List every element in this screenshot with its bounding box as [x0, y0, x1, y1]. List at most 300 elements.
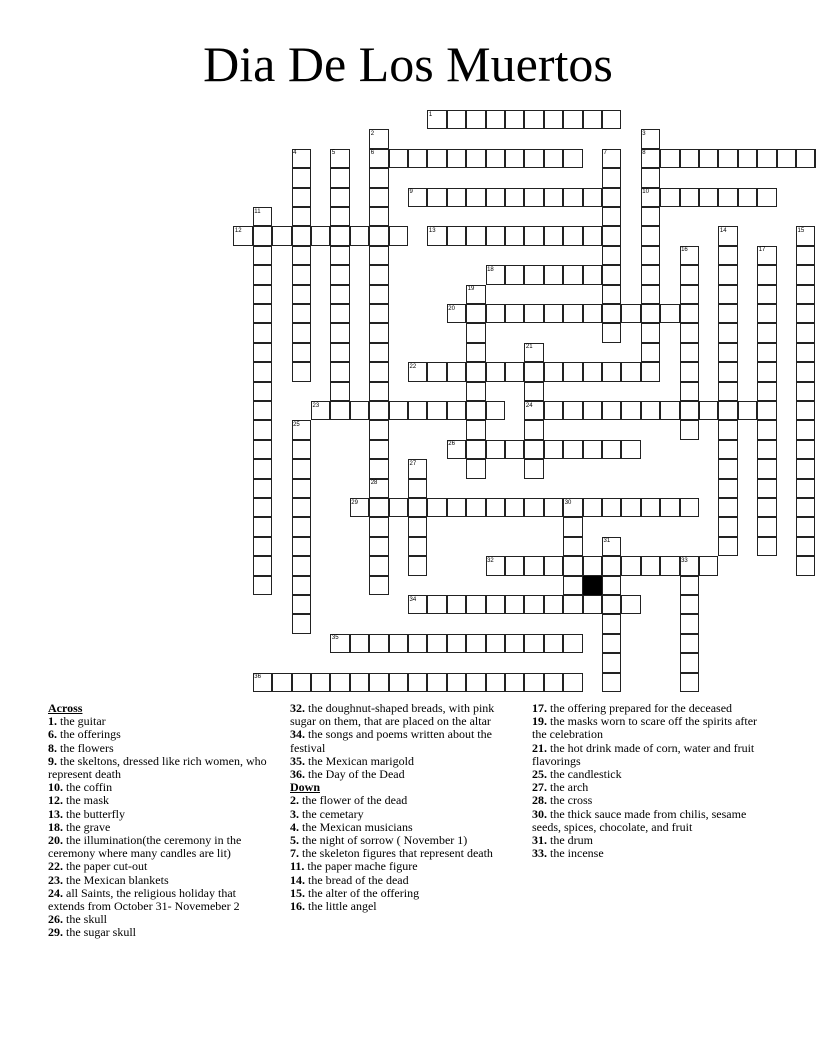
grid-cell[interactable]: [369, 226, 388, 245]
grid-cell[interactable]: [641, 556, 660, 575]
grid-cell[interactable]: [660, 188, 679, 207]
grid-cell[interactable]: [253, 207, 272, 226]
grid-cell[interactable]: [602, 595, 621, 614]
grid-cell[interactable]: [292, 362, 311, 381]
grid-cell[interactable]: [292, 323, 311, 342]
grid-cell[interactable]: [486, 401, 505, 420]
grid-cell[interactable]: [330, 343, 349, 362]
grid-cell[interactable]: [718, 343, 737, 362]
grid-cell[interactable]: [602, 207, 621, 226]
grid-cell[interactable]: [505, 440, 524, 459]
grid-cell[interactable]: [466, 110, 485, 129]
grid-cell[interactable]: [583, 401, 602, 420]
grid-cell[interactable]: [680, 323, 699, 342]
grid-cell[interactable]: [253, 323, 272, 342]
grid-cell[interactable]: [505, 556, 524, 575]
grid-cell[interactable]: [486, 265, 505, 284]
grid-cell[interactable]: [350, 673, 369, 692]
grid-cell[interactable]: [292, 226, 311, 245]
grid-cell[interactable]: [602, 537, 621, 556]
grid-cell[interactable]: [505, 188, 524, 207]
grid-cell[interactable]: [757, 498, 776, 517]
grid-cell[interactable]: [602, 576, 621, 595]
grid-cell[interactable]: [757, 382, 776, 401]
grid-cell[interactable]: [544, 265, 563, 284]
grid-cell[interactable]: [641, 207, 660, 226]
grid-cell[interactable]: [505, 634, 524, 653]
grid-cell[interactable]: [447, 362, 466, 381]
grid-cell[interactable]: [292, 304, 311, 323]
grid-cell[interactable]: [466, 634, 485, 653]
grid-cell[interactable]: [253, 673, 272, 692]
grid-cell[interactable]: [796, 537, 815, 556]
grid-cell[interactable]: [253, 556, 272, 575]
grid-cell[interactable]: [505, 362, 524, 381]
grid-cell[interactable]: [505, 595, 524, 614]
grid-cell[interactable]: [796, 517, 815, 536]
grid-cell[interactable]: [350, 401, 369, 420]
grid-cell[interactable]: [641, 323, 660, 342]
grid-cell[interactable]: [641, 149, 660, 168]
grid-cell[interactable]: [641, 401, 660, 420]
grid-cell[interactable]: [408, 188, 427, 207]
grid-cell[interactable]: [544, 498, 563, 517]
grid-cell[interactable]: [641, 343, 660, 362]
grid-cell[interactable]: [524, 188, 543, 207]
grid-cell[interactable]: [583, 556, 602, 575]
grid-cell[interactable]: [796, 343, 815, 362]
grid-cell[interactable]: [369, 285, 388, 304]
grid-cell[interactable]: [602, 226, 621, 245]
grid-cell[interactable]: [292, 614, 311, 633]
grid-cell[interactable]: [583, 110, 602, 129]
grid-cell[interactable]: [427, 110, 446, 129]
grid-cell[interactable]: [524, 595, 543, 614]
grid-cell[interactable]: [466, 149, 485, 168]
grid-cell[interactable]: [718, 323, 737, 342]
grid-cell[interactable]: [447, 498, 466, 517]
grid-cell[interactable]: [757, 440, 776, 459]
grid-cell[interactable]: [524, 362, 543, 381]
grid-cell[interactable]: [524, 265, 543, 284]
grid-cell[interactable]: [563, 226, 582, 245]
grid-cell[interactable]: [796, 285, 815, 304]
grid-cell[interactable]: [253, 498, 272, 517]
grid-cell[interactable]: [486, 362, 505, 381]
grid-cell[interactable]: [621, 556, 640, 575]
grid-cell[interactable]: [680, 149, 699, 168]
grid-cell[interactable]: [680, 362, 699, 381]
grid-cell[interactable]: [447, 440, 466, 459]
grid-cell[interactable]: [680, 614, 699, 633]
grid-cell[interactable]: [272, 673, 291, 692]
grid-cell[interactable]: [369, 576, 388, 595]
grid-cell[interactable]: [330, 401, 349, 420]
grid-cell[interactable]: [718, 420, 737, 439]
grid-cell[interactable]: [369, 265, 388, 284]
grid-cell[interactable]: [369, 673, 388, 692]
grid-cell[interactable]: [796, 304, 815, 323]
grid-cell[interactable]: [233, 226, 252, 245]
grid-cell[interactable]: [757, 537, 776, 556]
grid-cell[interactable]: [330, 188, 349, 207]
grid-cell[interactable]: [718, 265, 737, 284]
grid-cell[interactable]: [292, 265, 311, 284]
grid-cell[interactable]: [602, 304, 621, 323]
grid-cell[interactable]: [641, 129, 660, 148]
grid-cell[interactable]: [408, 401, 427, 420]
grid-cell[interactable]: [621, 498, 640, 517]
grid-cell[interactable]: [563, 498, 582, 517]
grid-cell[interactable]: [757, 362, 776, 381]
grid-cell[interactable]: [408, 634, 427, 653]
grid-cell[interactable]: [447, 304, 466, 323]
grid-cell[interactable]: [486, 634, 505, 653]
grid-cell[interactable]: [292, 537, 311, 556]
grid-cell[interactable]: [757, 323, 776, 342]
grid-cell[interactable]: [311, 226, 330, 245]
grid-cell[interactable]: [621, 401, 640, 420]
grid-cell[interactable]: [796, 246, 815, 265]
grid-cell[interactable]: [427, 595, 446, 614]
grid-cell[interactable]: [466, 226, 485, 245]
grid-cell[interactable]: [466, 382, 485, 401]
grid-cell[interactable]: [369, 459, 388, 478]
grid-cell[interactable]: [544, 401, 563, 420]
grid-cell[interactable]: [369, 556, 388, 575]
grid-cell[interactable]: [330, 285, 349, 304]
grid-cell[interactable]: [505, 149, 524, 168]
grid-cell[interactable]: [680, 673, 699, 692]
grid-cell[interactable]: [544, 556, 563, 575]
grid-cell[interactable]: [544, 673, 563, 692]
grid-cell[interactable]: [505, 304, 524, 323]
grid-cell[interactable]: [330, 304, 349, 323]
grid-cell[interactable]: [292, 420, 311, 439]
grid-cell[interactable]: [505, 110, 524, 129]
grid-cell[interactable]: [253, 401, 272, 420]
grid-cell[interactable]: [544, 634, 563, 653]
grid-cell[interactable]: [680, 188, 699, 207]
grid-cell[interactable]: [680, 246, 699, 265]
grid-cell[interactable]: [563, 576, 582, 595]
grid-cell[interactable]: [641, 362, 660, 381]
grid-cell[interactable]: [602, 110, 621, 129]
grid-cell[interactable]: [408, 479, 427, 498]
grid-cell[interactable]: [796, 149, 815, 168]
grid-cell[interactable]: [757, 420, 776, 439]
grid-cell[interactable]: [369, 420, 388, 439]
grid-cell[interactable]: [466, 362, 485, 381]
grid-cell[interactable]: [641, 498, 660, 517]
grid-cell[interactable]: [427, 188, 446, 207]
grid-cell[interactable]: [718, 517, 737, 536]
grid-cell[interactable]: [408, 149, 427, 168]
grid-cell[interactable]: [524, 459, 543, 478]
grid-cell[interactable]: [369, 498, 388, 517]
grid-cell[interactable]: [563, 401, 582, 420]
grid-cell[interactable]: [680, 382, 699, 401]
grid-cell[interactable]: [757, 343, 776, 362]
grid-cell[interactable]: [583, 440, 602, 459]
grid-cell[interactable]: [524, 440, 543, 459]
grid-cell[interactable]: [369, 323, 388, 342]
grid-cell[interactable]: [718, 537, 737, 556]
grid-cell[interactable]: [466, 459, 485, 478]
grid-cell[interactable]: [757, 188, 776, 207]
grid-cell[interactable]: [350, 226, 369, 245]
grid-cell[interactable]: [369, 246, 388, 265]
grid-cell[interactable]: [505, 673, 524, 692]
grid-cell[interactable]: [563, 188, 582, 207]
grid-cell[interactable]: [718, 440, 737, 459]
grid-cell[interactable]: [292, 343, 311, 362]
grid-cell[interactable]: [330, 246, 349, 265]
grid-cell[interactable]: [253, 362, 272, 381]
grid-cell[interactable]: [427, 673, 446, 692]
grid-cell[interactable]: [602, 168, 621, 187]
grid-cell[interactable]: [602, 265, 621, 284]
grid-cell[interactable]: [718, 226, 737, 245]
grid-cell[interactable]: [757, 517, 776, 536]
grid-cell[interactable]: [292, 498, 311, 517]
grid-cell[interactable]: [602, 149, 621, 168]
grid-cell[interactable]: [680, 401, 699, 420]
grid-cell[interactable]: [466, 188, 485, 207]
grid-cell[interactable]: [486, 226, 505, 245]
grid-cell[interactable]: [447, 149, 466, 168]
grid-cell[interactable]: [408, 459, 427, 478]
grid-cell[interactable]: [292, 459, 311, 478]
grid-cell[interactable]: [524, 420, 543, 439]
grid-cell[interactable]: [641, 246, 660, 265]
grid-cell[interactable]: [253, 420, 272, 439]
grid-cell[interactable]: [680, 285, 699, 304]
grid-cell[interactable]: [505, 226, 524, 245]
grid-cell[interactable]: [718, 401, 737, 420]
grid-cell[interactable]: [680, 653, 699, 672]
grid-cell[interactable]: [602, 323, 621, 342]
grid-cell[interactable]: [389, 673, 408, 692]
grid-cell[interactable]: [602, 188, 621, 207]
grid-cell[interactable]: [544, 226, 563, 245]
grid-cell[interactable]: [408, 498, 427, 517]
grid-cell[interactable]: [738, 149, 757, 168]
grid-cell[interactable]: [583, 362, 602, 381]
grid-cell[interactable]: [427, 226, 446, 245]
grid-cell[interactable]: [253, 304, 272, 323]
grid-cell[interactable]: [292, 673, 311, 692]
grid-cell[interactable]: [253, 479, 272, 498]
grid-cell[interactable]: [369, 634, 388, 653]
grid-cell[interactable]: [466, 343, 485, 362]
grid-cell[interactable]: [389, 401, 408, 420]
grid-cell[interactable]: [718, 382, 737, 401]
grid-cell[interactable]: [563, 304, 582, 323]
grid-cell[interactable]: [369, 362, 388, 381]
grid-cell[interactable]: [486, 595, 505, 614]
grid-cell[interactable]: [583, 188, 602, 207]
grid-cell[interactable]: [292, 207, 311, 226]
grid-cell[interactable]: [544, 149, 563, 168]
grid-cell[interactable]: [292, 168, 311, 187]
grid-cell[interactable]: [680, 420, 699, 439]
grid-cell[interactable]: [408, 362, 427, 381]
grid-cell[interactable]: [602, 673, 621, 692]
grid-cell[interactable]: [718, 459, 737, 478]
grid-cell[interactable]: [253, 343, 272, 362]
grid-cell[interactable]: [466, 498, 485, 517]
grid-cell[interactable]: [466, 595, 485, 614]
grid-cell[interactable]: [796, 479, 815, 498]
grid-cell[interactable]: [369, 537, 388, 556]
grid-cell[interactable]: [602, 614, 621, 633]
grid-cell[interactable]: [796, 420, 815, 439]
grid-cell[interactable]: [369, 517, 388, 536]
grid-cell[interactable]: [447, 401, 466, 420]
grid-cell[interactable]: [602, 440, 621, 459]
grid-cell[interactable]: [486, 498, 505, 517]
grid-cell[interactable]: [369, 207, 388, 226]
grid-cell[interactable]: [718, 188, 737, 207]
grid-cell[interactable]: [369, 149, 388, 168]
grid-cell[interactable]: [466, 323, 485, 342]
grid-cell[interactable]: [563, 673, 582, 692]
grid-cell[interactable]: [486, 149, 505, 168]
grid-cell[interactable]: [583, 498, 602, 517]
grid-cell[interactable]: [680, 634, 699, 653]
grid-cell[interactable]: [427, 498, 446, 517]
grid-cell[interactable]: [466, 304, 485, 323]
grid-cell[interactable]: [408, 556, 427, 575]
grid-cell[interactable]: [330, 673, 349, 692]
grid-cell[interactable]: [272, 226, 291, 245]
grid-cell[interactable]: [563, 110, 582, 129]
grid-cell[interactable]: [369, 479, 388, 498]
grid-cell[interactable]: [757, 265, 776, 284]
grid-cell[interactable]: [292, 479, 311, 498]
grid-cell[interactable]: [408, 595, 427, 614]
grid-cell[interactable]: [427, 149, 446, 168]
grid-cell[interactable]: [796, 226, 815, 245]
grid-cell[interactable]: [563, 440, 582, 459]
grid-cell[interactable]: [524, 304, 543, 323]
grid-cell[interactable]: [563, 265, 582, 284]
grid-cell[interactable]: [757, 479, 776, 498]
grid-cell[interactable]: [757, 285, 776, 304]
grid-cell[interactable]: [369, 168, 388, 187]
grid-cell[interactable]: [253, 459, 272, 478]
grid-cell[interactable]: [563, 149, 582, 168]
grid-cell[interactable]: [369, 440, 388, 459]
grid-cell[interactable]: [330, 265, 349, 284]
grid-cell[interactable]: [796, 265, 815, 284]
grid-cell[interactable]: [369, 304, 388, 323]
grid-cell[interactable]: [330, 207, 349, 226]
grid-cell[interactable]: [292, 595, 311, 614]
grid-cell[interactable]: [524, 226, 543, 245]
grid-cell[interactable]: [524, 343, 543, 362]
grid-cell[interactable]: [447, 110, 466, 129]
grid-cell[interactable]: [505, 265, 524, 284]
grid-cell[interactable]: [718, 498, 737, 517]
grid-cell[interactable]: [641, 265, 660, 284]
grid-cell[interactable]: [718, 479, 737, 498]
grid-cell[interactable]: [660, 149, 679, 168]
grid-cell[interactable]: [292, 285, 311, 304]
grid-cell[interactable]: [641, 188, 660, 207]
grid-cell[interactable]: [602, 498, 621, 517]
grid-cell[interactable]: [447, 226, 466, 245]
grid-cell[interactable]: [466, 401, 485, 420]
grid-cell[interactable]: [641, 168, 660, 187]
grid-cell[interactable]: [350, 634, 369, 653]
grid-cell[interactable]: [738, 401, 757, 420]
grid-cell[interactable]: [292, 188, 311, 207]
grid-cell[interactable]: [602, 401, 621, 420]
grid-cell[interactable]: [699, 556, 718, 575]
grid-cell[interactable]: [253, 226, 272, 245]
grid-cell[interactable]: [660, 498, 679, 517]
grid-cell[interactable]: [311, 401, 330, 420]
grid-cell[interactable]: [641, 304, 660, 323]
grid-cell[interactable]: [427, 362, 446, 381]
grid-cell[interactable]: [777, 149, 796, 168]
grid-cell[interactable]: [524, 382, 543, 401]
grid-cell[interactable]: [583, 595, 602, 614]
grid-cell[interactable]: [486, 440, 505, 459]
grid-cell[interactable]: [486, 304, 505, 323]
grid-cell[interactable]: [583, 226, 602, 245]
grid-cell[interactable]: [757, 246, 776, 265]
grid-cell[interactable]: [796, 556, 815, 575]
grid-cell[interactable]: [427, 401, 446, 420]
grid-cell[interactable]: [680, 576, 699, 595]
grid-cell[interactable]: [447, 595, 466, 614]
grid-cell[interactable]: [369, 129, 388, 148]
grid-cell[interactable]: [447, 673, 466, 692]
grid-cell[interactable]: [602, 246, 621, 265]
grid-cell[interactable]: [621, 440, 640, 459]
grid-cell[interactable]: [621, 304, 640, 323]
grid-cell[interactable]: [602, 634, 621, 653]
grid-cell[interactable]: [583, 265, 602, 284]
grid-cell[interactable]: [408, 517, 427, 536]
grid-cell[interactable]: [389, 634, 408, 653]
grid-cell[interactable]: [486, 188, 505, 207]
grid-cell[interactable]: [524, 498, 543, 517]
grid-cell[interactable]: [757, 149, 776, 168]
grid-cell[interactable]: [796, 382, 815, 401]
grid-cell[interactable]: [486, 673, 505, 692]
grid-cell[interactable]: [408, 673, 427, 692]
grid-cell[interactable]: [311, 673, 330, 692]
grid-cell[interactable]: [563, 362, 582, 381]
grid-cell[interactable]: [796, 459, 815, 478]
grid-cell[interactable]: [602, 285, 621, 304]
grid-cell[interactable]: [427, 634, 446, 653]
grid-cell[interactable]: [680, 265, 699, 284]
grid-cell[interactable]: [738, 188, 757, 207]
grid-cell[interactable]: [796, 323, 815, 342]
grid-cell[interactable]: [544, 188, 563, 207]
grid-cell[interactable]: [621, 595, 640, 614]
grid-cell[interactable]: [253, 537, 272, 556]
grid-cell[interactable]: [389, 226, 408, 245]
grid-cell[interactable]: [253, 576, 272, 595]
grid-cell[interactable]: [796, 401, 815, 420]
grid-cell[interactable]: [680, 595, 699, 614]
